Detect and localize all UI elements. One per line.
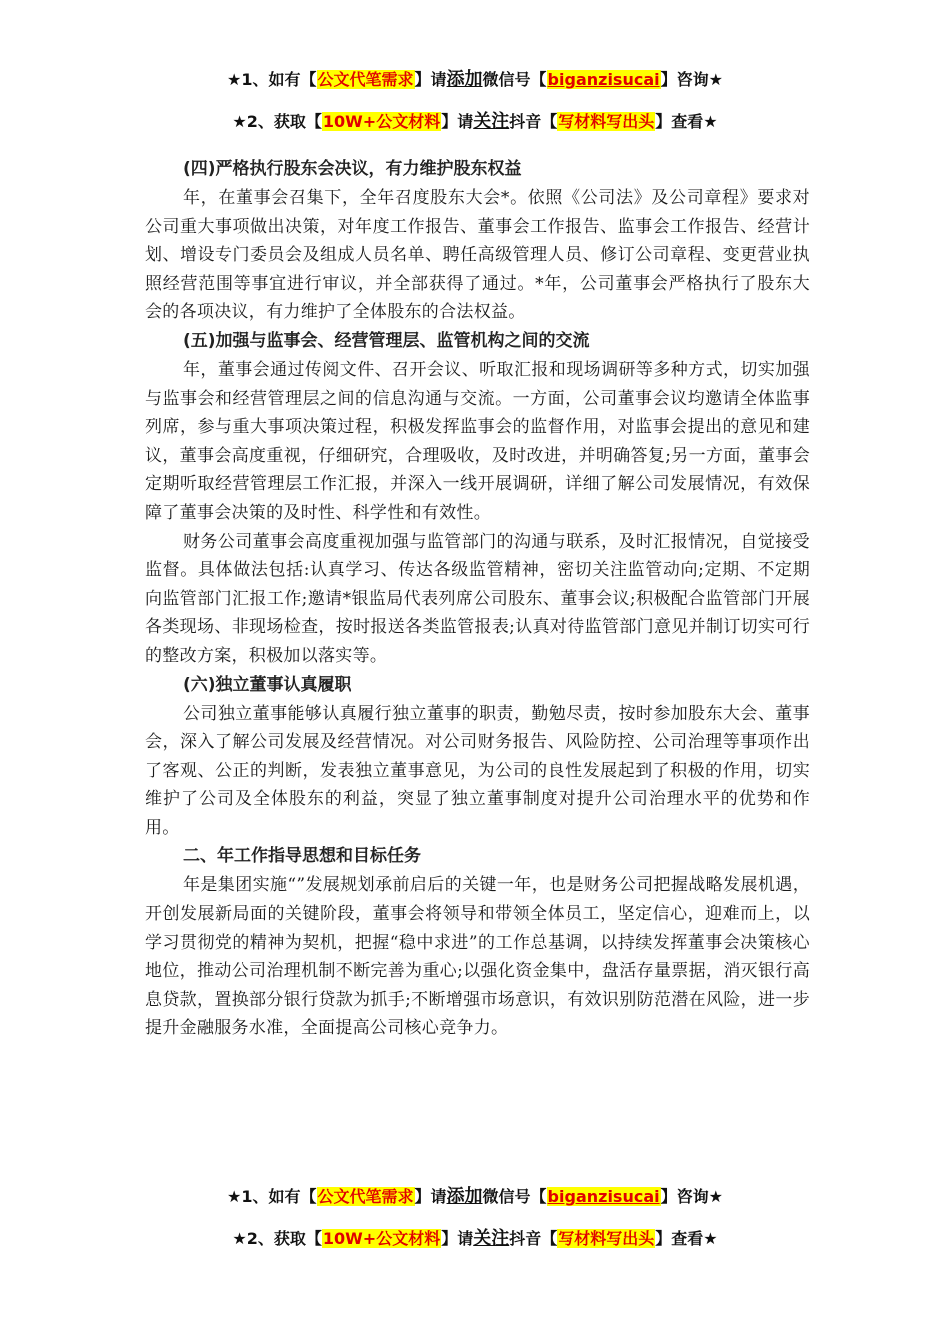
wechat-id-link[interactable]: biganzisucai: [547, 1187, 660, 1206]
douyin-account-highlight: 写材料写出头: [558, 1229, 655, 1248]
banner-text: 】请: [441, 112, 474, 131]
section-heading: (六)独立董事认真履职: [183, 674, 352, 695]
banner-text: 微信号【: [482, 1187, 547, 1206]
header-banner-line-2: [0, 110, 950, 134]
banner-prefix: ★1、如有【: [227, 1187, 317, 1206]
banner-text: 】请: [441, 1229, 474, 1248]
materials-highlight: 10W+公文材料: [322, 112, 441, 131]
section-heading: (五)加强与监事会、经营管理层、监管机构之间的交流: [183, 330, 590, 351]
banner-prefix: ★1、如有【: [227, 70, 317, 89]
banner-suffix: 】咨询★: [660, 1187, 723, 1206]
banner-prefix: ★2、获取【: [232, 1229, 322, 1248]
banner-text: 抖音【: [509, 112, 558, 131]
banner-emphasis: 添加: [446, 69, 483, 90]
footer-banner-line-1: [0, 1185, 950, 1209]
banner-text: 微信号【: [482, 70, 547, 89]
section-heading: (四)严格执行股东会决议，有力维护股东权益: [183, 159, 522, 179]
banner-emphasis: 添加: [446, 1186, 483, 1207]
footer-banner-line-2: [0, 1227, 950, 1251]
body-paragraph: 年是集团实施“”发展规划承前启后的关键一年，也是财务公司把握战略发展机遇，开创发展新局面的关键阶段，董事会将领导和带领全体员工，坚定信心，迎难而上，以学习贯彻党的精神为契机，把握“稳中求进”的工作总基调，以持续发挥董事会决策核心地位，推动公司治理机制不断完善为重心;以强化资金集中，盘活存量票据，消灭银行高息贷款，置换部分银行贷款为抓手;不断增强市场意识，有效识别防范潜在风险，进一步提升金融服务水准，全面提高公司核心竞争力。: [145, 875, 810, 1039]
document-body: [145, 155, 810, 1043]
banner-text: 】请: [414, 70, 447, 89]
body-paragraph: 年，董事会通过传阅文件、召开会议、听取汇报和现场调研等多种方式，切实加强与监事会和经营管理层之间的信息沟通与交流。一方面，公司董事会议均邀请全体监事列席，参与重大事项决策过程，积极发挥监事会的监督作用，对监事会提出的意见和建议，董事会高度重视，仔细研究，合理吸收，及时改进，并明确答复;另一方面，董事会定期听取经营管理层工作汇报，并深入一线开展调研，详细了解公司发展情况，有效保障了董事会决策的及时性、科学性和有效性。: [145, 359, 810, 523]
banner-text: 】请: [414, 1187, 447, 1206]
service-highlight: 公文代笔需求: [317, 70, 414, 89]
section-heading: 二、年工作指导思想和目标任务: [183, 846, 421, 867]
body-paragraph: 年，在董事会召集下，全年召度股东大会*。依照《公司法》及公司章程》要求对公司重大事项做出决策，对年度工作报告、董事会工作报告、监事会工作报告、经营计划、增设专门委员会及组成人员名单、聘任高级管理人员、修订公司章程、变更营业执照经营范围等事宜进行审议，并全部获得了通过。*年，公司董事会严格执行了股东大会的各项决议，有力维护了全体股东的合法权益。: [145, 188, 810, 323]
banner-emphasis: 关注: [473, 1228, 510, 1249]
banner-text: 抖音【: [509, 1229, 558, 1248]
banner-suffix: 】查看★: [655, 1229, 718, 1248]
douyin-account-highlight: 写材料写出头: [558, 112, 655, 131]
header-banner-line-1: [0, 68, 950, 92]
body-paragraph: 公司独立董事能够认真履行独立董事的职责，勤勉尽责，按时参加股东大会、董事会，深入了解公司发展及经营情况。对公司财务报告、风险防控、公司治理等事项作出了客观、公正的判断，发表独立董事意见，为公司的良性发展起到了积极的作用，切实维护了公司及全体股东的利益，突显了独立董事制度对提升公司治理水平的优势和作用。: [145, 703, 810, 838]
materials-highlight: 10W+公文材料: [322, 1229, 441, 1248]
banner-suffix: 】查看★: [655, 112, 718, 131]
banner-suffix: 】咨询★: [660, 70, 723, 89]
wechat-id-link[interactable]: biganzisucai: [547, 70, 660, 89]
banner-emphasis: 关注: [473, 111, 510, 132]
service-highlight: 公文代笔需求: [317, 1187, 414, 1206]
banner-prefix: ★2、获取【: [232, 112, 322, 131]
body-paragraph: 财务公司董事会高度重视加强与监管部门的沟通与联系，及时汇报情况，自觉接受监督。具体做法包括:认真学习、传达各级监管精神，密切关注监管动向;定期、不定期向监管部门汇报工作;邀请*银监局代表列席公司股东、董事会议;积极配合监管部门开展各类现场、非现场检查，按时报送各类监管报表;认真对待监管部门意见并制订切实可行的整改方案，积极加以落实等。: [145, 531, 810, 666]
